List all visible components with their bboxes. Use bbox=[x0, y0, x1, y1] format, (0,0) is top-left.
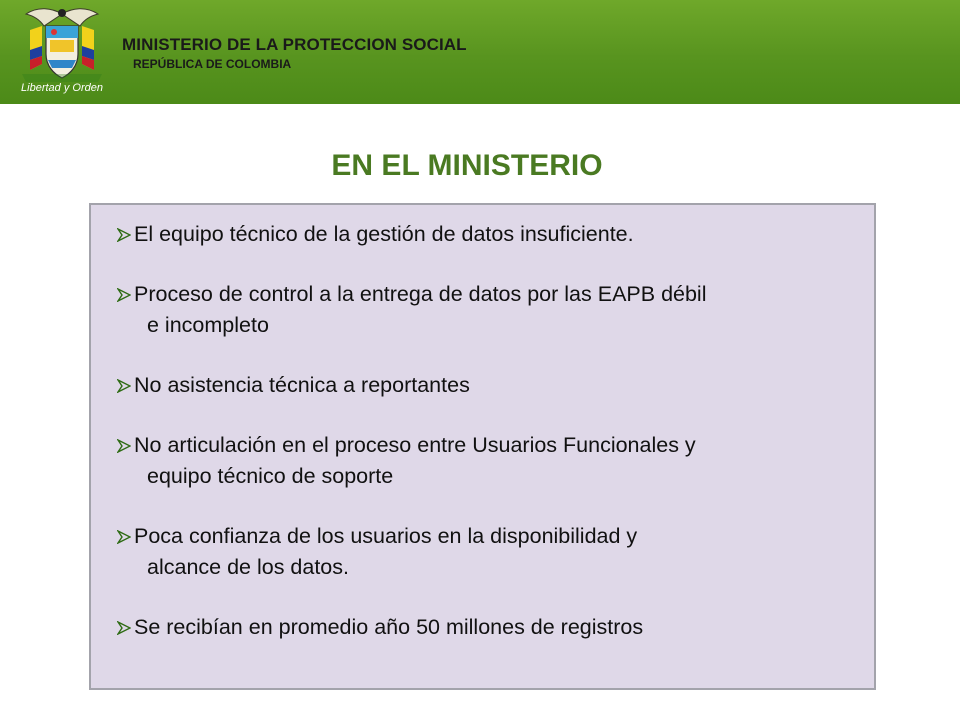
content-box bbox=[89, 203, 876, 690]
ministry-name: MINISTERIO DE LA PROTECCION SOCIAL bbox=[122, 35, 467, 54]
list-item bbox=[117, 279, 867, 341]
bullet-continuation: e incompleto bbox=[147, 313, 269, 337]
list-item bbox=[117, 521, 867, 583]
arrow-bullet-icon bbox=[117, 288, 131, 302]
bullet-line: No asistencia técnica a reportantes bbox=[134, 373, 470, 397]
bullet-line: No articulación en el proceso entre Usuarios Funcionales y bbox=[134, 433, 696, 457]
bullet-line: Proceso de control a la entrega de datos por las EAPB débil bbox=[134, 282, 707, 306]
list-item bbox=[117, 219, 867, 250]
country-name: REPÚBLICA DE COLOMBIA bbox=[133, 57, 292, 71]
arrow-bullet-icon bbox=[117, 379, 131, 393]
bullet-continuation: equipo técnico de soporte bbox=[147, 464, 394, 488]
list-item bbox=[117, 430, 867, 492]
arrow-bullet-icon bbox=[117, 530, 131, 544]
list-item bbox=[117, 612, 867, 643]
list-item bbox=[117, 370, 867, 401]
bullet-line: Poca confianza de los usuarios en la disponibilidad y bbox=[134, 524, 638, 548]
bullet-list bbox=[117, 219, 867, 672]
coat-of-arms-logo bbox=[12, 4, 112, 100]
coat-of-arms-icon bbox=[12, 4, 112, 84]
arrow-bullet-icon bbox=[117, 439, 131, 453]
bullet-line: El equipo técnico de la gestión de datos insuficiente. bbox=[134, 222, 634, 246]
header-band bbox=[0, 0, 960, 104]
arrow-bullet-icon bbox=[117, 621, 131, 635]
bullet-continuation: alcance de los datos. bbox=[147, 555, 349, 579]
arrow-bullet-icon bbox=[117, 228, 131, 242]
slide-title: EN EL MINISTERIO bbox=[331, 149, 603, 182]
bullet-line: Se recibían en promedio año 50 millones de registros bbox=[134, 615, 644, 639]
motto-text: Libertad y Orden bbox=[21, 82, 103, 94]
